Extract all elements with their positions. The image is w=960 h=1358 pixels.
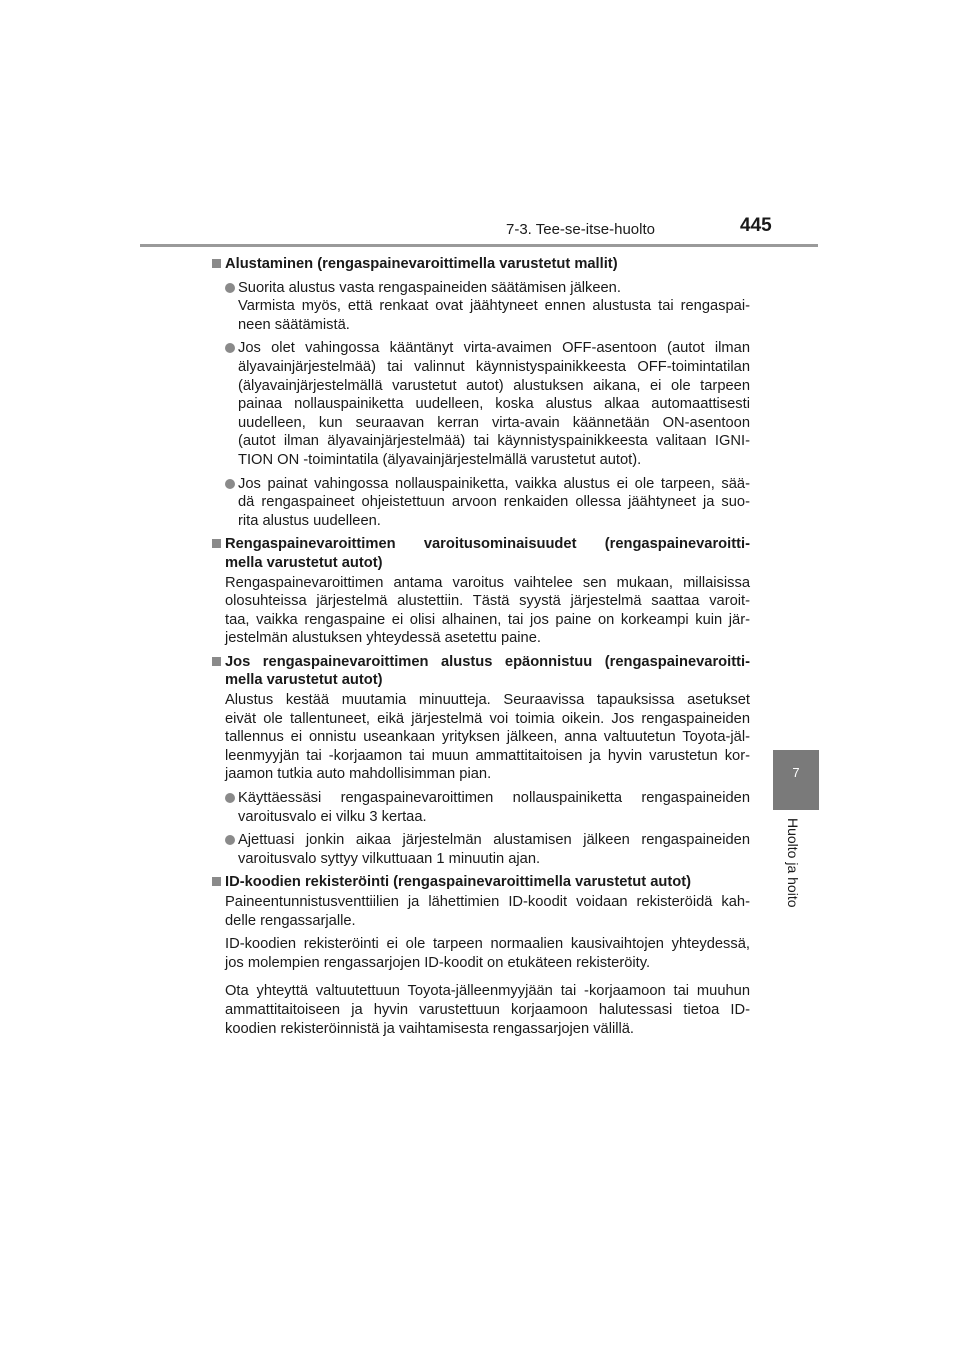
square-bullet-icon <box>212 259 221 268</box>
round-bullet-icon <box>225 343 235 353</box>
list-item: Käyttäessäsi rengaspainevaroittimen nollauspainiketta rengaspaineiden varoitusvalo ei vilku 3 kertaa. <box>212 789 750 826</box>
paragraph: Alustus kestää muutamia minuutteja. Seuraavissa tapauksissa asetukset eivät ole tallentuneet, eikä järjestelmä voi toimia oikein. Jos rengaspaineiden tallennus ei onnistu useankaan yrityksen jälkeen, anna valtuutetun Toyota-jäl- leenmyyjän tai -korjaamon tai muun ammattitaitoisen ja hyvin varustetun kor- jaamon tutkia auto mahdollisimman pian. <box>225 692 750 783</box>
header-divider <box>140 244 818 247</box>
chapter-number: 7 <box>792 765 800 780</box>
list-item: Jos olet vahingossa kääntänyt virta-avaimen OFF-asentoon (autot ilman älyavainjärjestelmää) tai valinnut käynnistyspainikkeesta OFF-toimintatilan (älyavainjärjestelmällä varustetut autot) alustuksen aikana, ei ole tarpeen painaa nollauspainiketta uudelleen, koska alustus alkaa automaattisesti uudelleen, kun seuraavan kerran virta-avain käännetään ON-asentoon (autot ilman älyavainjärjestelmää) tai käynnistyspainikkeesta valitaan IGNI- TION ON -toimintatila (älyavainjärjestelmällä varustetut autot). <box>212 339 750 469</box>
paragraph: ID-koodien rekisteröinti ei ole tarpeen normaalien kausivaihtojen yhteydessä, jos molempien rengassarjojen ID-koodit on etukäteen rekisteröity. <box>225 936 750 971</box>
round-bullet-icon <box>225 793 235 803</box>
paragraph: Ota yhteyttä valtuutettuun Toyota-jälleenmyyjään tai -korjaamoon tai muuhun ammattitaitoiseen ja hyvin varustettuun korjaamoon halutessasi tietoa ID- koodien rekisteröinnistä ja vaihtamisesta rengassarjojen välillä. <box>225 983 750 1037</box>
paragraph: Paineentunnistusventtiilien ja lähettimien ID-koodit voidaan rekisteröidä kah- delle rengassarjalle. <box>225 894 750 929</box>
list-item: Suorita alustus vasta rengaspaineiden säätämisen jälkeen. Varmista myös, että renkaat ovat jäähtyneet ennen alustusta tai rengaspai- neen säätämistä. <box>212 279 750 335</box>
chapter-label: Huolto ja hoito <box>785 818 801 908</box>
section-heading: Rengaspainevaroittimen varoitusominaisuudet (rengaspainevaroitti- mella varustetut autot) <box>212 535 750 572</box>
section-heading: Alustaminen (rengaspainevaroittimella varustetut mallit) <box>212 255 750 274</box>
round-bullet-icon <box>225 283 235 293</box>
square-bullet-icon <box>212 539 221 548</box>
header-section-title: 7-3. Tee-se-itse-huolto <box>506 221 655 238</box>
list-item: Jos painat vahingossa nollauspainiketta, vaikka alustus ei ole tarpeen, sää- dä rengaspaineet ohjeistettuun arvoon renkaiden ollessa jäähtyneet ja suo- rita alustus uudelleen. <box>212 475 750 531</box>
page-number: 445 <box>740 215 772 236</box>
round-bullet-icon <box>225 835 235 845</box>
square-bullet-icon <box>212 657 221 666</box>
square-bullet-icon <box>212 877 221 886</box>
round-bullet-icon <box>225 479 235 489</box>
chapter-tab <box>773 750 819 810</box>
section-heading: Jos rengaspainevaroittimen alustus epäonnistuu (rengaspainevaroitti- mella varustetut autot) <box>212 653 750 690</box>
list-item: Ajettuasi jonkin aikaa järjestelmän alustamisen jälkeen rengaspaineiden varoitusvalo syttyy vilkuttuaan 1 minuutin ajan. <box>212 831 750 868</box>
paragraph: Rengaspainevaroittimen antama varoitus vaihtelee sen mukaan, millaisissa olosuhteissa järjestelmä alustettiin. Tästä syystä järjestelmä saattaa varoit- taa, vaikka rengaspaine ei olisi alhainen, tai jos paine on korkeampi kuin jär- jestelmän alustuksen yhteydessä asetettu paine. <box>225 574 750 647</box>
page-content <box>212 255 750 1038</box>
section-heading: ID-koodien rekisteröinti (rengaspainevaroittimella varustetut autot) <box>212 873 750 892</box>
